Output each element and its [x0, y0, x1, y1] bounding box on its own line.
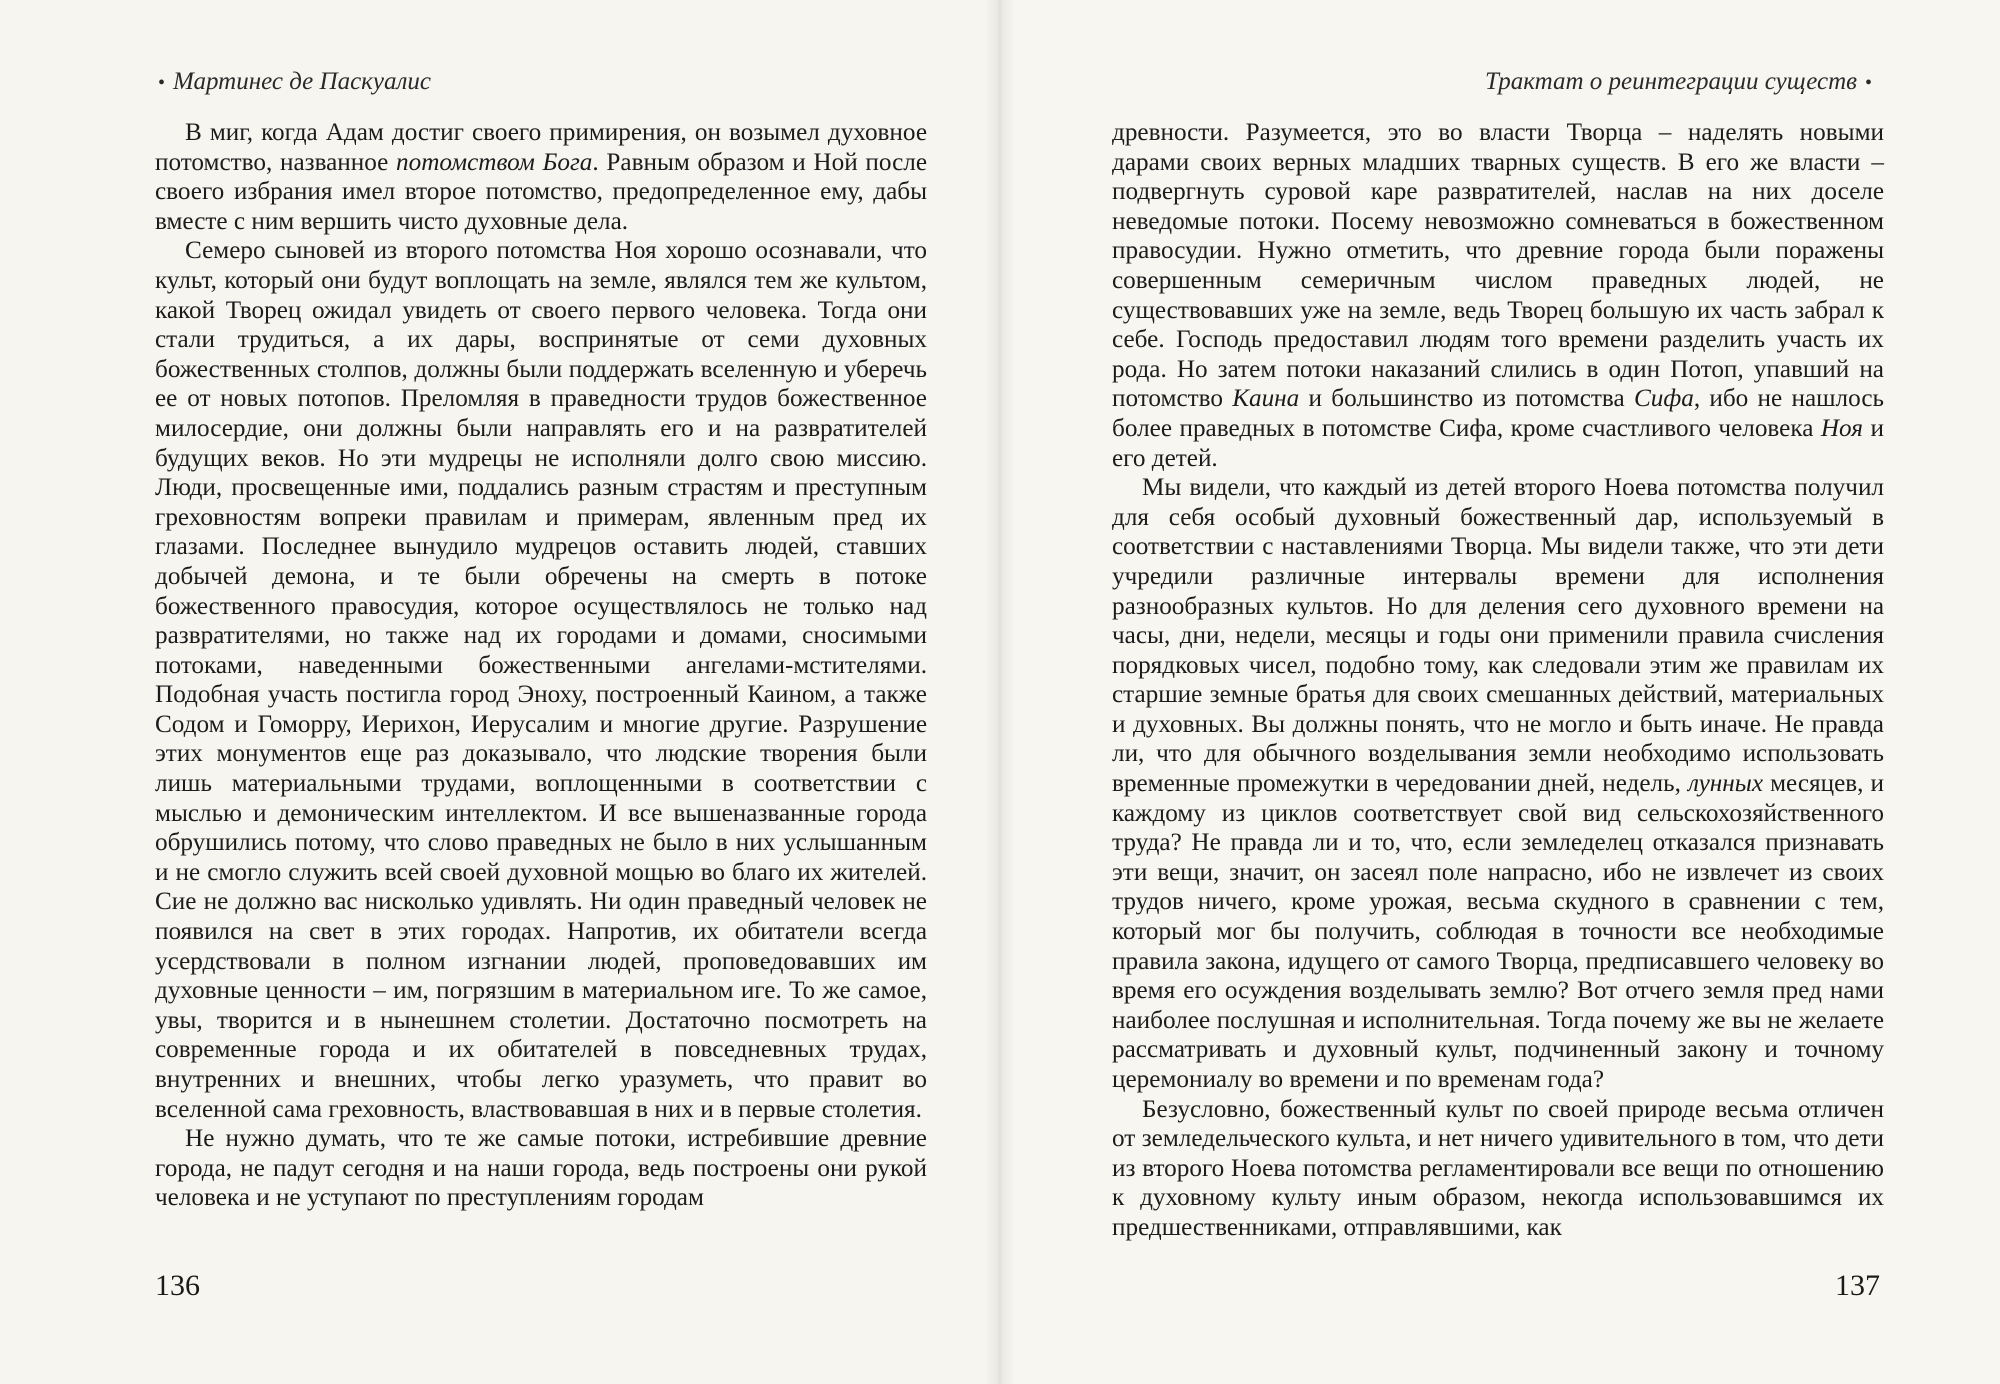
left-running-head-text: Мартинес де Паскуалис	[173, 68, 431, 95]
italic-text: потомством Бога	[396, 148, 593, 176]
text-run: В миг, когда Адам достиг своего примирения, он возымел духовное потомство, названное	[155, 119, 927, 176]
right-page	[1000, 0, 2000, 1384]
left-page-body	[155, 118, 927, 1213]
italic-text: Каина	[1232, 385, 1300, 413]
paragraph	[1112, 1095, 1884, 1243]
italic-text: лунных	[1687, 770, 1764, 798]
text-run: месяцев, и каждому из циклов соответствует свой вид сельскохозяйственного труда? Не правда ли и то, что, если земледелец отказался признавать эти вещи, значит, он засеял поле напрасно, ибо не извлечет из своих трудов ничего, кроме урожая, весьма скудного в сравнении с тем, который мог бы получить, соблюдая в точности все необходимые правила закона, идущего от самого Творца, предписавшего человеку во время его осуждения возделывать землю? Вот отчего земля пред нами наиболее послушная и исполнительная. Тогда почему же вы не желаете рассматривать и духовный культ, подчиненный закону и точному церемониалу во времени и по временам года?	[1112, 770, 1885, 1093]
italic-text: Ноя	[1820, 414, 1864, 442]
right-page-number: 137	[1835, 1269, 1880, 1302]
right-running-head-text: Трактат о реинтеграции существ	[1484, 68, 1857, 95]
left-page-number: 136	[155, 1269, 200, 1302]
text-run: Семеро сыновей из второго потомства Ноя хорошо осознавали, что культ, который они будут воплощать на земле, являлся тем же культом, какой Творец ожидал увидеть от своего первого человека. Тогда они стали трудиться, а их дары, воспринятые от семи духовных божественных столпов, должны были поддержать вселенную и уберечь ее от новых потопов. Преломляя в праведности трудов божественное милосердие, они должны были направлять его и на развратителей будущих веков. Но эти мудрецы не исполняли долго свою миссию. Люди, просвещенные ими, поддались разным страстям и преступным греховностям вопреки правилам и примерам, явленным пред их глазами. Последнее вынудило мудрецов оставить людей, ставших добычей демона, и те были обречены на смерть в потоке божественного правосудия, которое осуществлялось не только над развратителями, но также над их городами и домами, сносимыми потоками, наведенными божественными ангелами-мстителями. Подобная участь постигла город Эноху, построенный Каином, а также Содом и Гоморру, Иерихон, Иерусалим и многие другие. Разрушение этих монументов еще раз доказывало, что людские творения были лишь материальными трудами, воплощенными в соответствии с мыслью и демоническим интеллектом. И все вышеназванные города обрушились потому, что слово праведных не было в них услышанным и не смогло служить всей своей духовной мощью во благо их жителей. Сие не должно вас нисколько удивлять. Ни один праведный человек не появился на свет в этих городах. Напротив, их обитатели всегда усердствовали в полном изгнании людей, проповедовавших им духовные ценности – им, погрязшим в материальном иге. То же самое, увы, творится и в нынешнем столетии. Достаточно посмотреть на современные города и их обитателей в повседневных трудах, внутренних и внешних, чтобы легко уразуметь, что правит во вселенной сама греховность, властвовавшая в них и в первые столетия.	[155, 237, 927, 1123]
paragraph-continuation	[1112, 118, 1884, 473]
text-run: Не нужно думать, что те же самые потоки, истребившие древние города, не падут сегодня и на наши города, ведь построены они рукой человека и не уступают по преступлениям городам	[155, 1125, 927, 1212]
paragraph	[155, 118, 927, 236]
text-run: Мы видели, что каждый из детей второго Ноева потомства получил для себя особый духовный божественный дар, используемый в соответствии с наставлениями Творца. Мы видели также, что эти дети учредили различные интервалы времени для исполнения разнообразных культов. Но для деления сего духовного времени на часы, дни, недели, месяцы и годы они применили правила счисления порядковых чисел, подобно тому, как следовали этим же правилам их старшие земные братья для своих смешанных действий, материальных и духовных. Вы должны понять, что не могло и быть иначе. Не правда ли, что для обычного возделывания земли необходимо использовать временные промежутки в чередовании дней, недель,	[1112, 474, 1884, 798]
text-run: древности. Разумеется, это во власти Творца – наделять новыми дарами своих верных младших тварных существ. В его же власти – подвергнуть суровой каре развратителей, наслав на них доселе неведомые потоки. Посему невозможно сомневаться в божественном правосудии. Нужно отметить, что древние города были поражены совершенным семеричным числом праведных людей, не существовавших уже на земле, ведь Творец большую их часть забрал к себе. Господь предоставил людям того времени разделить участь их рода. Но затем потоки наказаний слились в один Потоп, упавший на потомство	[1112, 119, 1884, 413]
text-run: и его детей.	[1112, 414, 1884, 472]
right-running-head	[1485, 62, 1880, 102]
bullet-icon: •	[158, 72, 166, 94]
italic-text: Сифа	[1633, 385, 1694, 413]
right-page-body	[1112, 118, 1884, 1243]
bullet-icon: •	[1864, 72, 1872, 94]
paragraph	[155, 1124, 927, 1213]
left-running-head	[150, 62, 431, 102]
book-gutter	[985, 0, 1015, 1384]
text-run: и большинство из потомства	[1299, 385, 1634, 413]
paragraph	[1112, 473, 1884, 1094]
paragraph	[155, 236, 927, 1124]
text-run: Безусловно, божественный культ по своей природе весьма отличен от земледельческого культа, и нет ничего удивительного в том, что дети из второго Ноева потомства регламентировали все вещи по отношению к духовному культу иным образом, некогда использовавшимся их предшественниками, отправлявшими, как	[1112, 1095, 1884, 1241]
text-run: , ибо не нашлось более праведных в потомстве Сифа, кроме счастливого человека	[1112, 385, 1884, 442]
text-run: . Равным образом и Ной после своего избрания имел второе потомство, предопределенное ему, дабы вместе с ним вершить чисто духовные дела.	[155, 148, 927, 235]
